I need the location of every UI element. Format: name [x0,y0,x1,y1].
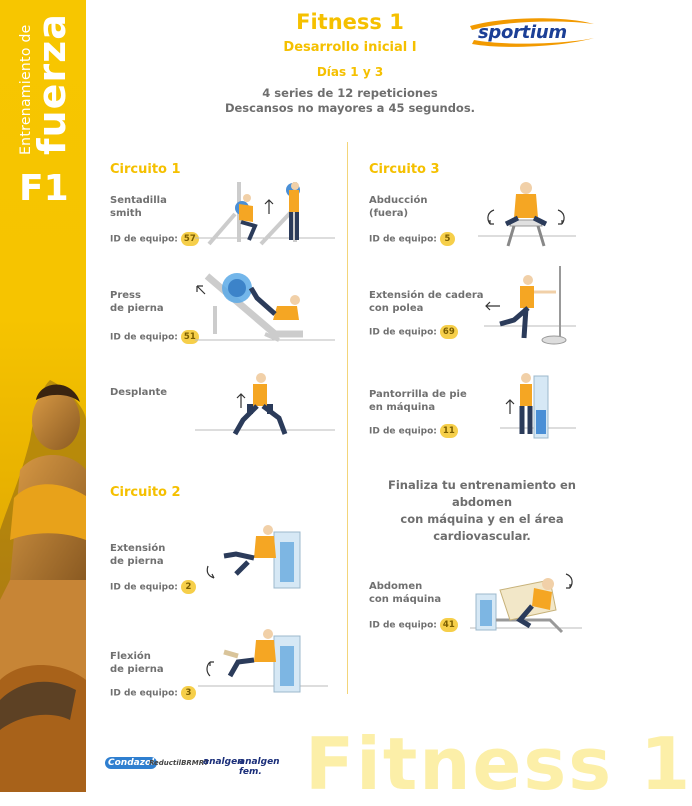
program-code: F1 [19,168,69,209]
exercise-name-line-2: de pierna [110,556,164,567]
circuit-1-title: Circuito 1 [110,162,181,177]
exercise-name [110,386,167,399]
leg-extension-illustration [198,518,328,590]
column-divider [347,142,348,694]
page-subtitle: Desarrollo inicial I [283,40,417,55]
exercise-name [369,388,467,414]
exercise-name [110,289,164,315]
equipment-id [369,618,458,632]
equipment-id-label: ID de equipo: [110,688,178,699]
equipment-id-badge: 57 [181,232,199,246]
finish-note [362,477,602,545]
equipment-id-label: ID de equipo: [369,426,437,437]
equipment-id [110,580,196,594]
exercise-name [110,194,167,220]
athlete-photo [0,380,86,792]
leg-curl-illustration [198,622,328,694]
exercise-name-line-1: Sentadilla [110,195,167,206]
equipment-id [369,325,458,339]
equipment-id-label: ID de equipo: [369,327,437,338]
equipment-id-label: ID de equipo: [110,582,178,593]
logo-text: sportium [478,22,567,43]
circuit-3-title: Circuito 3 [369,162,440,177]
equipment-id-badge: 11 [440,424,458,438]
sportium-logo [466,16,598,48]
page-title: Fitness 1 [296,10,404,34]
equipment-id-badge: 51 [181,330,199,344]
exercise-name-line-2: smith [110,208,142,219]
watermark-title: Fitness 1 [305,722,692,806]
exercise-name-line-2: de pierna [110,664,164,675]
exercise-name [110,542,165,568]
leg-press-illustration [195,268,335,348]
standing-calf-raise-illustration [500,370,576,442]
instructions-line-2: Descansos no mayores a 45 segundos. [224,101,476,115]
exercise-name-line-1: Extensión de cadera [369,290,484,301]
equipment-id-badge: 5 [440,232,455,246]
exercise-name-line-1: Desplante [110,387,168,398]
equipment-id [110,232,199,246]
exercise-name [369,289,484,315]
exercise-name-line-2: con polea [369,303,424,314]
equipment-id [110,330,199,344]
exercise-name-line-1: Flexión [110,651,151,662]
exercise-name-line-2: con máquina [369,594,442,605]
equipment-id [369,232,455,246]
sponsor-logo: Condazol [105,757,157,769]
equipment-id [369,424,458,438]
exercise-name-line-2: en máquina [369,402,436,413]
equipment-id [110,686,196,700]
hip-extension-illustration [484,262,576,348]
equipment-id-badge: 69 [440,325,458,339]
abdominal-machine-illustration [470,560,582,636]
exercise-name-line-1: Press [110,290,141,301]
sponsor-logo: analgen [203,757,244,767]
exercise-name [110,650,164,676]
training-instructions [200,86,500,116]
abduction-illustration [478,176,576,252]
exercise-name-line-1: Abducción [369,195,428,206]
side-title [2,5,82,155]
equipment-id-badge: 41 [440,618,458,632]
equipment-id-label: ID de equipo: [369,234,437,245]
sponsor-logo: ReductilBRMRT [149,759,209,767]
training-days: Días 1 y 3 [316,65,384,79]
equipment-id-badge: 3 [181,686,196,700]
instructions-line-1: 4 series de 12 repeticiones [262,86,438,100]
exercise-name-line-2: de pierna [110,303,164,314]
sponsor-logo: analgen fem. [239,757,280,777]
exercise-name [369,580,441,606]
exercise-name-line-1: Extensión [110,543,166,554]
smith-squat-illustration [195,178,335,250]
finish-note-line-1: Finaliza tu entrenamiento en abdomen [388,478,576,509]
exercise-name [369,194,427,220]
exercise-name-line-1: Pantorrilla de pie [369,389,467,400]
side-band [0,0,86,792]
lunge-illustration [195,368,335,442]
side-title-big: fuerza [30,13,74,155]
exercise-name-line-2: (fuera) [369,208,409,219]
finish-note-line-2: con máquina y en el área cardiovascular. [400,512,564,543]
equipment-id-badge: 2 [181,580,196,594]
equipment-id-label: ID de equipo: [110,332,178,343]
exercise-name-line-1: Abdomen [369,581,423,592]
side-title-small: Entrenamiento de [18,24,34,155]
equipment-id-label: ID de equipo: [110,234,178,245]
circuit-2-title: Circuito 2 [110,485,181,500]
sponsor-logos [105,754,305,776]
equipment-id-label: ID de equipo: [369,620,437,631]
